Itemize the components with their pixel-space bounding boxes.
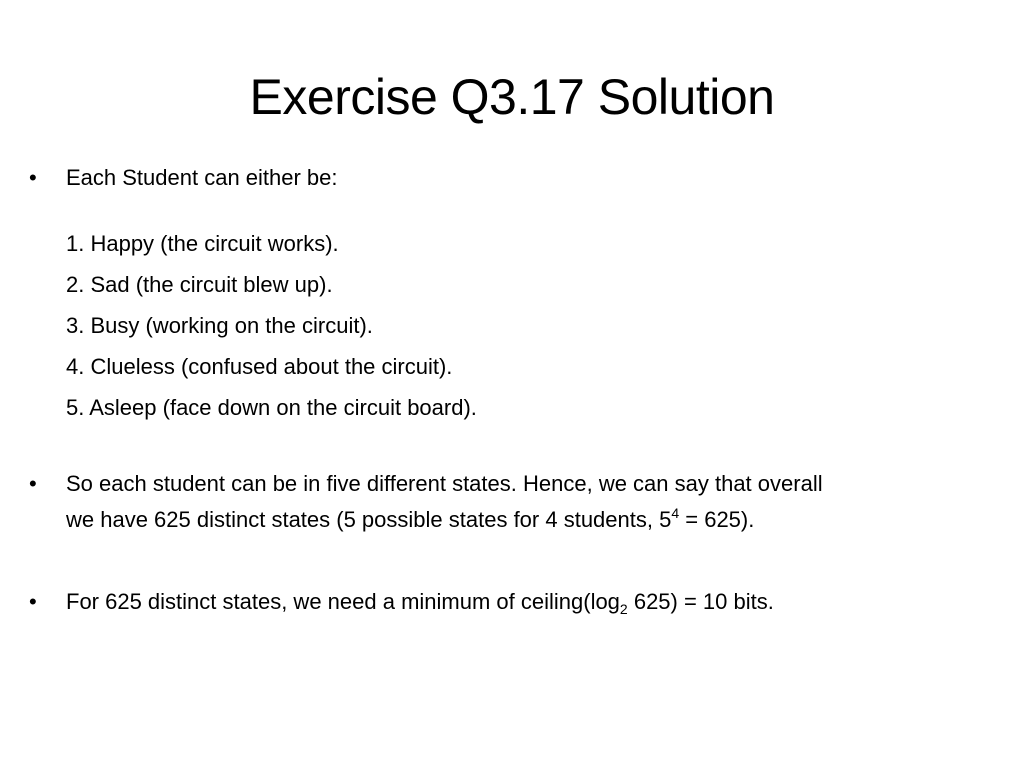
state-item-asleep: 5. Asleep (face down on the circuit board). bbox=[66, 395, 477, 420]
bullet-text bbox=[66, 584, 774, 620]
bullet-text: Each Student can either be: bbox=[66, 165, 338, 190]
state-item-busy: 3. Busy (working on the circuit). bbox=[66, 313, 373, 338]
bullet-dot: • bbox=[29, 165, 37, 190]
log-base: 2 bbox=[619, 601, 628, 617]
bullet-dot: • bbox=[29, 471, 37, 496]
state-item-clueless: 4. Clueless (confused about the circuit). bbox=[66, 354, 453, 379]
bullet-line-1: So each student can be in five different states. Hence, we can say that overall bbox=[66, 471, 823, 496]
slide-title: Exercise Q3.17 Solution bbox=[249, 69, 775, 125]
bullet-text bbox=[66, 466, 823, 538]
state-item-happy: 1. Happy (the circuit works). bbox=[66, 231, 339, 256]
exponent: 4 bbox=[671, 505, 680, 521]
line2-after: = 625). bbox=[679, 507, 755, 532]
bullet-line-2 bbox=[66, 507, 754, 532]
state-item-sad: 2. Sad (the circuit blew up). bbox=[66, 272, 333, 297]
states-list bbox=[66, 223, 477, 428]
bits-before: For 625 distinct states, we need a minimum of ceiling(log bbox=[66, 589, 620, 614]
line2-before: we have 625 distinct states (5 possible states for 4 students, 5 bbox=[66, 507, 672, 532]
bullet-dot: • bbox=[29, 589, 37, 614]
bits-after: 625) = 10 bits. bbox=[627, 589, 774, 614]
